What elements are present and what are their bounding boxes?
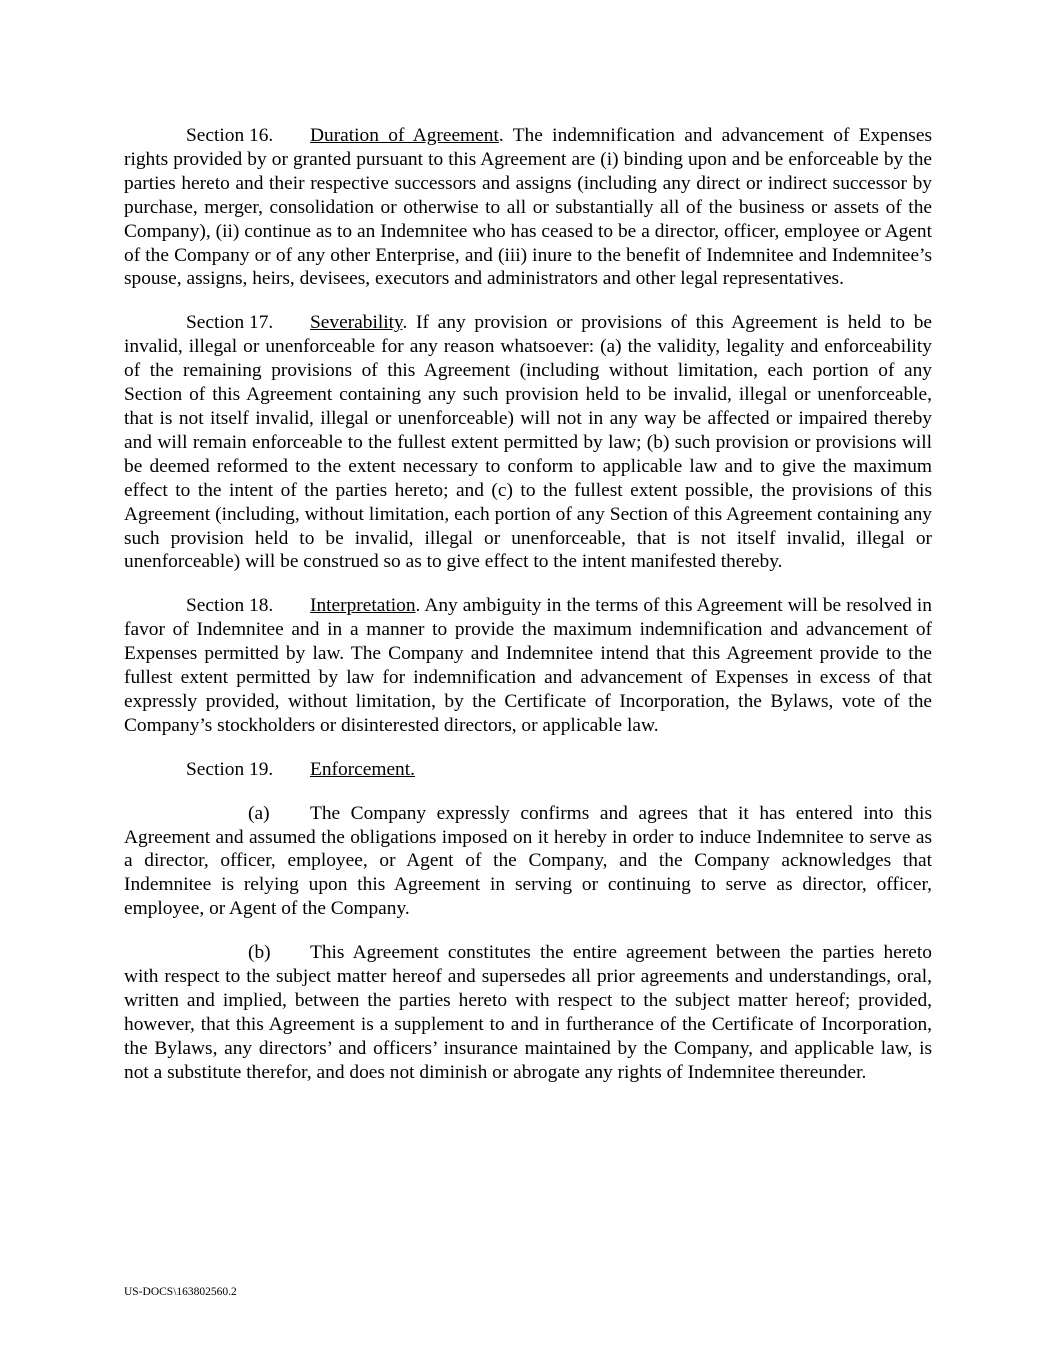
section-body: Any ambiguity in the terms of this Agreement will be resolved in favor of Indemnitee and in a manner to provide the maximum indemnification and advancement of Expenses permitted by law. The Company and Indemnitee intend that this Agreement provide to the fullest extent permitted by law for indemnification and advancement of Expenses in excess of that expressly provided, without limitation, by the Certificate of Incorporation, the Bylaws, vote of the Company’s stockholders or disinterested directors, or applicable law. <box>124 595 932 736</box>
document-id-footer: US-DOCS\163802560.2 <box>124 1286 237 1298</box>
heading-punctuation: . <box>415 595 421 617</box>
section-18-paragraph <box>124 594 932 737</box>
section-heading: Enforcement. <box>310 758 415 780</box>
document-page <box>124 124 932 1105</box>
section-heading: Duration of Agreement <box>310 125 499 146</box>
section-17-paragraph <box>124 311 932 574</box>
subsection-body: This Agreement constitutes the entire agreement between the parties hereto with respect to the subject matter hereof and supersedes all prior agreements and understandings, oral, written and implied, between the parties hereto with respect to the subject matter hereof; provided, however, that this Agreement is a supplement to and in furtherance of the Certificate of Incorporation, the Bylaws, any directors’ and officers’ insurance maintained by the Company, and applicable law, is not a substitute therefor, and does not diminish or abrogate any rights of Indemnitee thereunder. <box>124 942 932 1083</box>
section-body: The indemnification and advancement of Expenses rights provided by or granted pursuant to this Agreement are (i) binding upon and be enforceable by the parties hereto and their respective successors and assigns (including any direct or indirect successor by purchase, merger, consolidation or otherwise to all or substantially all of the business or assets of the Company), (ii) continue as to an Indemnitee who has ceased to be a director, officer, employee or Agent of the Company or of any other Enterprise, and (iii) inure to the benefit of Indemnitee and Indemnitee’s spouse, assigns, heirs, devisees, executors and administrators and other legal representatives. <box>124 125 932 290</box>
subsection-b-paragraph <box>124 941 932 1084</box>
section-body: If any provision or provisions of this Agreement is held to be invalid, illegal or unenforceable for any reason whatsoever: (a) the validity, legality and enforceability of the remaining provisions of this Agreement (including without limitation, each portion of any Section of this Agreement containing any such provision held to be invalid, illegal or unenforceable, that is not itself invalid, illegal or unenforceable) will not in any way be affected or impaired thereby and will remain enforceable to the fullest extent permitted by law; (b) such provision or provisions will be deemed reformed to the extent necessary to conform to applicable law and to give the maximum effect to the intent of the parties hereto; and (c) to the fullest extent possible, the provisions of this Agreement (including, without limitation, each portion of any Section of this Agreement containing any such provision held to be invalid, illegal or unenforceable, that is not itself invalid, illegal or unenforceable) will be construed so as to give effect to the intent manifested thereby. <box>124 312 932 573</box>
section-heading: Severability <box>310 312 403 334</box>
subsection-label: (b) <box>248 942 271 964</box>
heading-punctuation: . <box>498 125 504 146</box>
subsection-body: The Company expressly confirms and agrees that it has entered into this Agreement and assumed the obligations imposed on it hereby in order to induce Indemnitee to serve as a director, officer, employee, or Agent of the Company, and the Company acknowledges that Indemnitee is relying upon this Agreement in serving or continuing to serve as director, officer, employee, or Agent of the Company. <box>124 802 932 920</box>
section-number: Section 19. <box>186 758 274 780</box>
heading-punctuation: . <box>402 312 408 334</box>
section-number: Section 17. <box>186 312 274 334</box>
subsection-a-paragraph <box>124 802 932 922</box>
section-16-paragraph <box>124 124 932 291</box>
section-19-paragraph <box>124 758 932 782</box>
subsection-label: (a) <box>248 802 270 824</box>
section-heading: Interpretation <box>310 595 416 617</box>
section-number: Section 18. <box>186 595 274 617</box>
section-number: Section 16. <box>186 125 274 146</box>
